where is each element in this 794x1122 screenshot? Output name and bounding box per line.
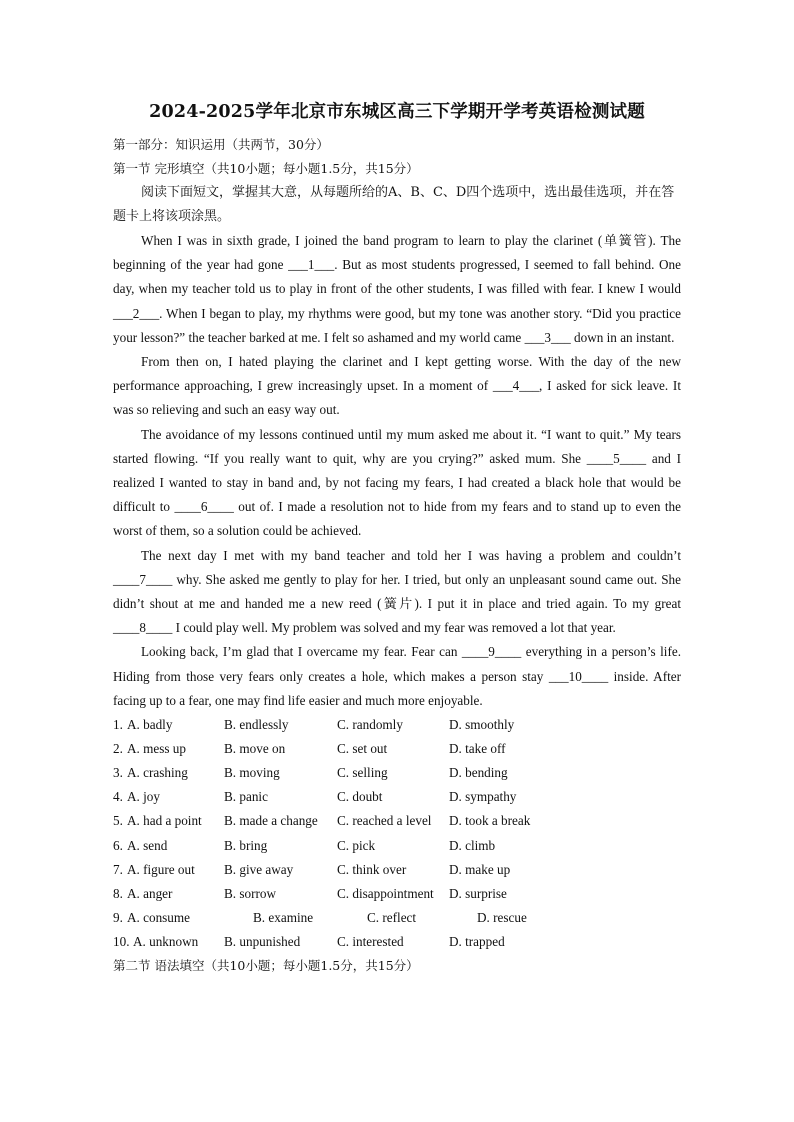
question-number: 8. xyxy=(113,885,123,901)
question-number: 10. xyxy=(113,933,130,949)
question-number: 1. xyxy=(113,717,123,733)
option-b: B. panic xyxy=(224,789,268,805)
option-c: C. reflect xyxy=(367,909,417,925)
passage-paragraph-1: When I was in sixth grade, I joined the band program to learn to play the clarinet (单簧管). The beginning of the year had gone ___1___. But as most students progressed, I seemed to fall behind. One day, when my teacher told us to play in front of the other students, I was filled with fear. I knew I would ___2___. When I began to play, my rhythms were good, but my tone was another story. “Did you practice your lesson?” the teacher barked at me. I felt so ashamed and my world came ___3___ down in an instant. xyxy=(113,233,681,345)
option-a: A. figure out xyxy=(127,861,195,877)
option-d: D. surprise xyxy=(449,885,507,901)
option-row-2 xyxy=(113,737,681,761)
option-d: D. rescue xyxy=(477,909,527,925)
section2-heading: 第二节 语法填空（共10小题；每小题1.5分，共15分） xyxy=(113,958,419,973)
option-a: A. badly xyxy=(127,717,173,733)
option-d: D. make up xyxy=(449,861,511,877)
section1-heading: 第一节 完形填空（共10小题；每小题1.5分，共15分） xyxy=(113,161,419,176)
part-heading: 第一部分：知识运用（共两节，30分） xyxy=(113,137,329,152)
question-number: 4. xyxy=(113,789,123,805)
option-a: A. crashing xyxy=(127,765,188,781)
passage xyxy=(113,229,681,713)
options-list xyxy=(113,713,681,954)
passage-paragraph-3: The avoidance of my lessons continued until my mum asked me about it. “I want to quit.” My tears started flowing. “If you really want to quit, why are you crying?” asked mum. She ____5____ and I realized I wanted to stay in band and, by not facing my fears, I had created a black hole that would be difficult to ____6____ out of. I made a resolution not to hide from my fears and to stand up to even the worst of them, so a solution could be achieved. xyxy=(113,426,681,539)
question-number: 2. xyxy=(113,741,123,757)
option-c: C. disappointment xyxy=(337,885,434,901)
question-number: 3. xyxy=(113,765,123,781)
option-d: D. climb xyxy=(449,837,496,853)
option-b: B. endlessly xyxy=(224,717,289,733)
option-d: D. smoothly xyxy=(449,717,515,733)
option-b: B. moving xyxy=(224,765,280,781)
option-d: D. took a break xyxy=(449,813,531,829)
option-c: C. interested xyxy=(337,933,404,949)
option-b: B. made a change xyxy=(224,813,318,829)
option-d: D. bending xyxy=(449,765,508,781)
option-row-1 xyxy=(113,713,681,737)
option-b: B. bring xyxy=(224,837,268,853)
option-c: C. think over xyxy=(337,861,407,877)
option-d: D. take off xyxy=(449,741,506,757)
option-d: D. sympathy xyxy=(449,789,517,805)
passage-paragraph-5: Looking back, I’m glad that I overcame my fear. Fear can ____9____ everything in a person’s life. Hiding from those very fears only creates a hole, which makes a person stay ___10____ inside. After facing up to a fear, one may find life easier and much more enjoyable. xyxy=(113,644,681,708)
instructions: 阅读下面短文，掌握其大意，从每题所给的A、B、C、D四个选项中，选出最佳选项，并在答题卡上将该项涂黑。 xyxy=(113,185,675,224)
option-row-8 xyxy=(113,882,681,906)
option-d: D. trapped xyxy=(449,933,505,949)
option-row-6 xyxy=(113,834,681,858)
option-row-10 xyxy=(113,930,681,954)
exam-page xyxy=(113,98,681,978)
option-row-3 xyxy=(113,761,681,785)
question-number: 5. xyxy=(113,813,123,829)
option-a: A. unknown xyxy=(133,933,199,949)
question-number: 9. xyxy=(113,909,123,925)
option-a: A. had a point xyxy=(127,813,202,829)
option-a: A. send xyxy=(127,837,168,853)
option-b: B. sorrow xyxy=(224,885,277,901)
option-c: C. reached a level xyxy=(337,813,432,829)
option-b: B. examine xyxy=(253,909,314,925)
option-a: A. mess up xyxy=(127,741,186,757)
question-number: 7. xyxy=(113,861,123,877)
option-a: A. anger xyxy=(127,885,173,901)
passage-paragraph-4: The next day I met with my band teacher and told her I was having a problem and couldn’t ____7____ why. She asked me gently to play for her. I tried, but only an unpleasant sound came out. She didn’t shout at me and handed me a new reed (簧片). I put it in place and tried again. To my great ____8____ I could play well. My problem was solved and my fear was removed a lot that year. xyxy=(113,547,681,636)
option-a: A. consume xyxy=(127,909,190,925)
question-number: 6. xyxy=(113,837,123,853)
passage-paragraph-2: From then on, I hated playing the clarinet and I kept getting worse. With the day of the new performance approaching, I grew increasingly upset. In a moment of ___4___, I asked for sick leave. It was so relieving and such an easy way out. xyxy=(113,354,681,418)
option-b: B. give away xyxy=(224,861,294,877)
option-b: B. unpunished xyxy=(224,933,301,949)
option-c: C. pick xyxy=(337,837,376,853)
option-a: A. joy xyxy=(127,789,160,805)
option-row-4 xyxy=(113,785,681,809)
option-c: C. set out xyxy=(337,741,388,757)
page-title: 2024-2025学年北京市东城区高三下学期开学考英语检测试题 xyxy=(149,102,645,122)
option-b: B. move on xyxy=(224,741,286,757)
option-row-9 xyxy=(113,906,681,930)
option-row-7 xyxy=(113,858,681,882)
option-c: C. doubt xyxy=(337,789,383,805)
option-c: C. randomly xyxy=(337,717,403,733)
option-c: C. selling xyxy=(337,765,388,781)
option-row-5 xyxy=(113,809,681,833)
